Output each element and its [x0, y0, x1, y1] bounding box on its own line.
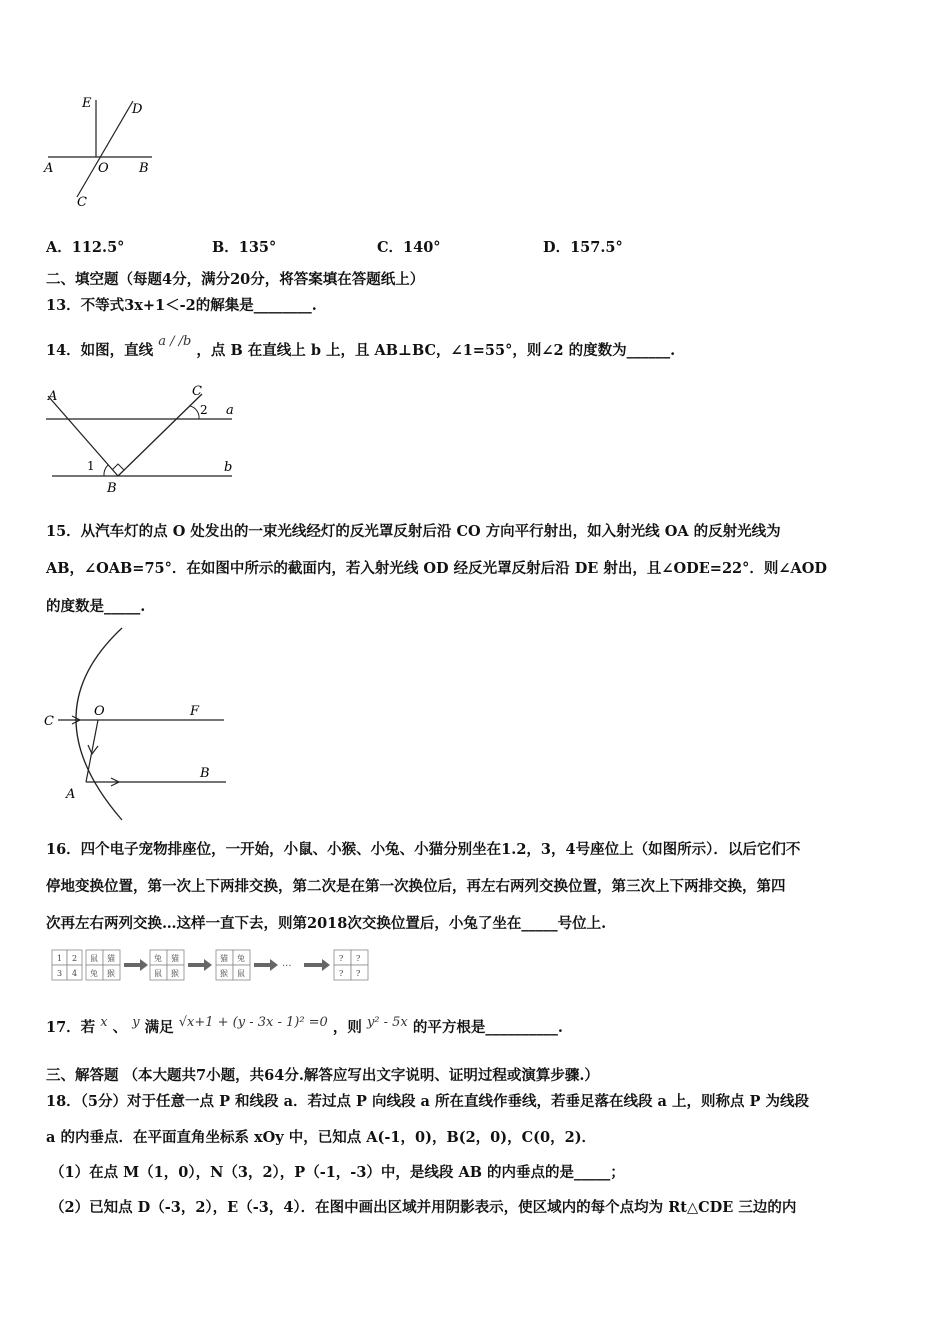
q17-var-x: x	[100, 1015, 108, 1030]
svg-text:猴: 猴	[171, 969, 179, 978]
right-angle-mark	[112, 464, 124, 470]
arrow-2	[188, 959, 212, 971]
label-b-point: B	[200, 766, 210, 781]
svg-text:兔: 兔	[154, 954, 162, 963]
q17-var-y: y	[132, 1015, 140, 1030]
option-b: B．135°	[212, 239, 277, 256]
svg-text:猫: 猫	[220, 954, 228, 963]
label-o-point: O	[94, 704, 105, 719]
svg-text:鼠: 鼠	[237, 969, 245, 978]
line-cd	[77, 101, 133, 197]
label-a: A	[44, 161, 54, 176]
q17-suffix: 的平方根是__________.	[412, 1019, 563, 1036]
label-c-point: C	[192, 384, 202, 399]
question-13: 13．不等式3x+1＜-2的解集是________.	[46, 297, 317, 314]
question-17	[46, 1015, 563, 1039]
seat-grid-start	[52, 950, 120, 980]
option-d: D．157.5°	[543, 239, 623, 256]
seat-grid-2	[216, 950, 250, 980]
figure-q15	[40, 624, 240, 824]
label-a-point: A	[48, 389, 58, 404]
arrow-4	[304, 959, 330, 971]
q14-math: a / /b	[158, 334, 192, 349]
arrow-1	[124, 959, 148, 971]
q17-prefix: 17．若	[46, 1019, 96, 1036]
svg-text:4: 4	[72, 969, 78, 978]
label-d: D	[132, 102, 143, 117]
section-solve-title: 三、解答题 （本大题共7小题，共64分.解答应写出文字说明、证明过程或演算步骤.）	[46, 1067, 599, 1084]
svg-text:?: ?	[356, 969, 361, 978]
arrow-3	[254, 959, 278, 971]
question-15-line1: 15．从汽车灯的点 O 处发出的一束光线经灯的反光罩反射后沿 CO 方向平行射出，如入射光线 OA 的反射光线为	[46, 523, 781, 540]
label-a-point: A	[66, 787, 76, 802]
option-a: A．112.5°	[46, 239, 125, 256]
q17-then: ，则	[332, 1019, 362, 1036]
seat-grid-final	[334, 950, 368, 980]
q17-expr: y² - 5x	[366, 1015, 408, 1030]
label-angle-2: 2	[200, 403, 208, 417]
segment-bc	[118, 394, 202, 476]
section-fill-in-title: 二、填空题（每题4分，满分20分，将答案填在答题纸上）	[46, 271, 425, 288]
svg-text:猴: 猴	[220, 969, 228, 978]
label-b: B	[139, 161, 149, 176]
figure-q16	[50, 948, 380, 988]
option-c: C．140°	[377, 239, 441, 256]
question-16-line2: 停地变换位置，第一次上下两排交换，第二次是在第一次换位后，再左右两列交换位置，第三次上下两排交换，第四	[46, 878, 786, 895]
svg-text:2: 2	[72, 954, 78, 963]
svg-text:鼠: 鼠	[90, 954, 98, 963]
question-15-line3: 的度数是_____.	[46, 598, 146, 615]
svg-text:猫: 猫	[171, 954, 179, 963]
label-o: O	[98, 161, 109, 176]
question-15-line2: AB，∠OAB=75°．在如图中所示的截面内，若入射光线 OD 经反光罩反射后沿 DE 射出，且∠ODE=22°．则∠AOD	[46, 560, 827, 577]
svg-text:?: ?	[339, 969, 344, 978]
ellipsis: ···	[282, 961, 292, 972]
label-angle-1: 1	[87, 459, 95, 473]
question-14	[46, 334, 676, 362]
svg-text:兔: 兔	[90, 969, 98, 978]
question-18-part1: （1）在点 M（1，0），N（3，2），P（-1，-3）中，是线段 AB 的内垂点的是_____；	[50, 1164, 625, 1181]
label-b-point: B	[107, 481, 117, 496]
ray-oa	[86, 720, 98, 782]
svg-text:?: ?	[356, 954, 361, 963]
question-18-part2: （2）已知点 D（-3，2），E（-3，4）．在图中画出区域并用阴影表示，使区域内的每个点均为 Rt△CDE 三边的内	[50, 1199, 797, 1216]
svg-text:猴: 猴	[107, 969, 115, 978]
svg-text:1: 1	[57, 954, 63, 963]
svg-text:猫: 猫	[107, 954, 115, 963]
label-c-point: C	[44, 714, 54, 729]
label-c: C	[77, 195, 87, 210]
q17-equation: √x+1 + (y - 3x - 1)² =0	[178, 1015, 328, 1030]
seat-grid-1	[150, 950, 184, 980]
label-f-point: F	[190, 704, 200, 719]
svg-text:兔: 兔	[237, 954, 245, 963]
question-18-line1: 18．（5分）对于任意一点 P 和线段 a．若过点 P 向线段 a 所在直线作垂线，若垂足落在线段 a 上，则称点 P 为线段	[46, 1093, 809, 1110]
q17-cond-prefix: 满足	[144, 1019, 174, 1036]
angle-1-arc	[104, 465, 108, 476]
reflector-curve	[76, 628, 122, 820]
svg-text:?: ?	[339, 954, 344, 963]
label-e: E	[82, 96, 92, 111]
q14-prefix: 14．如图，直线	[46, 342, 154, 359]
figure-q12	[40, 95, 170, 215]
q14-suffix: ，点 B 在直线上 b 上，且 AB⊥BC，∠1=55°，则∠2 的度数为______.	[196, 342, 676, 359]
question-16-line1: 16．四个电子宠物排座位，一开始，小鼠、小猴、小兔、小猫分别坐在1.2，3，4号座位上（如图所示）．以后它们不	[46, 841, 801, 858]
q17-sep: 、	[112, 1019, 128, 1036]
svg-text:鼠: 鼠	[154, 969, 162, 978]
angle-2-arc	[190, 406, 199, 419]
question-16-line3: 次再左右两列交换…这样一直下去，则第2018次交换位置后，小兔了坐在_____号位上.	[46, 915, 607, 932]
label-line-b: b	[224, 460, 233, 475]
svg-text:3: 3	[57, 969, 63, 978]
question-18-line2: a 的内垂点．在平面直角坐标系 xOy 中，已知点 A(-1，0)，B(2，0)，C(0，2)．	[46, 1129, 597, 1146]
figure-q14	[40, 382, 250, 497]
segment-ab	[48, 396, 118, 476]
label-line-a: a	[226, 403, 234, 418]
